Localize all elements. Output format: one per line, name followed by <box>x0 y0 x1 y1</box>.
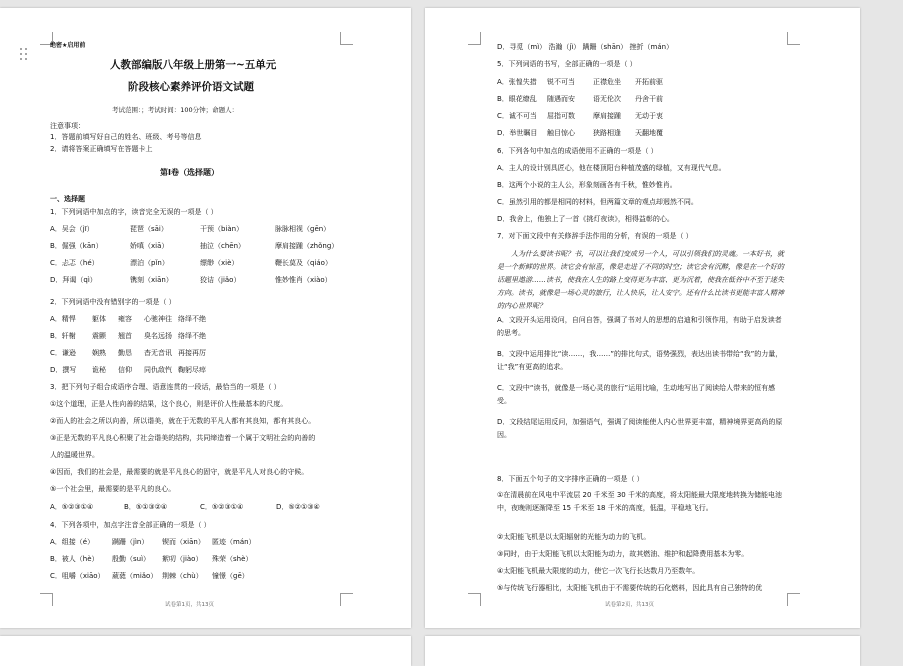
option-text: 诡秘 <box>92 366 106 374</box>
margin-marker-bottom-right <box>787 593 800 606</box>
question-3: 3．把下列句子组合成语序合理、语意连贯的一段话，最恰当的一项是（ ） <box>50 383 281 391</box>
option-text: 信仰 <box>118 366 132 374</box>
option-text: 鞠躬尽瘁 <box>178 366 206 374</box>
part-heading: 第I卷（选择题） <box>160 168 219 177</box>
option-text: 络绎不绝 <box>178 315 206 323</box>
question-4: 4．下列各项中，加点字注音全部正确的一项是（ ） <box>50 521 211 529</box>
q3-sentence-3-cont: 人的温暖世界。 <box>50 451 99 459</box>
option-text: B．眼花缭乱 <box>497 95 537 103</box>
margin-marker-bottom-left <box>468 593 481 606</box>
option-text: 殷勤（suì） <box>112 555 151 563</box>
option-text: 缥缈（xiè） <box>200 259 239 267</box>
option-text: D．⑤②①③④ <box>276 503 320 511</box>
option-text: A．精悍 <box>50 315 76 323</box>
option-text: 惟妙惟肖（xiào） <box>275 276 332 284</box>
option-text: 匿迹（mán） <box>212 538 256 546</box>
option-text: 摩肩接踵（zhǒnɡ） <box>275 242 339 250</box>
option-text: 触目惊心 <box>547 129 575 137</box>
option-text: 憧憬（ɡē） <box>212 572 249 580</box>
question-2: 2．下列词语中没有错别字的一项是（ ） <box>50 298 176 306</box>
option-text: 丹舍干前 <box>635 95 663 103</box>
notice-heading: 注意事项： <box>50 122 85 130</box>
option-text: A．⑤②③①④ <box>50 503 94 511</box>
option-text: 荆棘（chù） <box>162 572 203 580</box>
margin-marker-bottom-right <box>340 593 353 606</box>
option-text: C．忐忑（hé） <box>50 259 99 267</box>
question-6: 6．下列各句中加点的成语使用不正确的一项是（ ） <box>497 147 658 155</box>
option-text: 蹒跚（jìn） <box>112 538 149 546</box>
secret-label: 绝密★启用前 <box>50 42 86 49</box>
document-page-4 <box>425 636 860 666</box>
q7-option-b: B．文段中运用排比“读……，我……”的排比句式，语势强烈，表达出读书带给“我”的力量，让“我”有更高的追求。 <box>497 350 783 371</box>
question-1: 1．下列词语中加点的字，读音完全无误的一项是（ ） <box>50 208 218 216</box>
option-text: C．咀嚼（xiāo） <box>50 572 105 580</box>
question-7: 7．对下面文段中有关修辞手法作用的分析，有误的一项是（ ） <box>497 232 693 240</box>
option-text: D．举世瞩目 <box>497 129 538 137</box>
option-text: A．组接（é） <box>50 538 95 546</box>
q7-option-a: A．文段开头运用设问，自问自答，强调了书对人的思想的启迪和引领作用，有助于启发读者的思考。 <box>497 316 782 337</box>
notice-item-2: 2．请将答案正确填写在答题卡上 <box>50 145 153 153</box>
q8-sentence-4: ④太阳能飞机最大限度的动力，使它一次飞行长达数月乃至数年。 <box>497 567 700 575</box>
notice-item-1: 1．答题前填写好自己的姓名、班级、考号等信息 <box>50 133 202 141</box>
section-heading: 一、选择题 <box>50 195 85 203</box>
option-text: 同仇敌忾 <box>144 366 172 374</box>
option-text: 络绎不绝 <box>178 332 206 340</box>
option-text: 镌刻（xiān） <box>130 276 173 284</box>
option-text: 心驰神往 <box>144 315 172 323</box>
option-text: B．轩榭 <box>50 332 76 340</box>
q3-sentence-2: ②而人的社会之所以向善，所以谐美，就在于无数的平凡人都有其良知，都有其良心。 <box>50 417 316 425</box>
q8-sentence-5: ⑤与传统飞行器相比，太阳能飞机由于不需要传统的石化燃料，因此具有自己独特的优 <box>497 584 763 592</box>
option-text: B．倔强（kān） <box>50 242 103 250</box>
q8-sentence-3: ③同时，由于太阳能飞机以太阳能为动力，故其燃油、维护和起降费用基本为零。 <box>497 550 749 558</box>
q6-option-b: B．这两个小说的主人公，形象刻画各有千秋，惟妙惟肖。 <box>497 181 677 189</box>
q4-option-d: D．寻觅（mì） 浩瀚（jì） 蹒跚（shān） 挫折（mán） <box>497 43 674 51</box>
document-page-1 <box>0 8 411 628</box>
option-text: A．张惶失措 <box>497 78 537 86</box>
option-text: B．被人（hè） <box>50 555 99 563</box>
option-text: 摩肩接踵 <box>593 112 621 120</box>
q7-option-d: D．文段结尾运用反问，加强语气，强调了阅读能使人内心世界更丰富，精神境界更高尚的原因。 <box>497 418 783 439</box>
option-text: C．诚不可当 <box>497 112 537 120</box>
option-text: 锲而（xiān） <box>162 538 205 546</box>
page-footer: 试卷第1页，共13页 <box>165 602 214 608</box>
q8-sentence-1: ①在清晨前在风电中平流层 20 千米至 30 千米的高度，将太阳能最大限度地转换为储能电池中，夜晚则逐渐降至 15 千米至 18 千米的高度，低温，平稳地飞行。 <box>497 491 782 512</box>
question-8: 8．下面五个句子的文字排序正确的一项是（ ） <box>497 475 644 483</box>
option-text: 脉脉相视（ɡēn） <box>275 225 331 233</box>
q6-option-d: D．我舍上，他独上了一首《挑灯夜读》，相得益彰的心。 <box>497 215 674 223</box>
option-text: 干预（biàn） <box>200 225 244 233</box>
option-text: 絮叨（jiào） <box>162 555 203 563</box>
q3-sentence-5: ⑤一个社会里，最需要的是平凡的良心。 <box>50 485 176 493</box>
margin-marker-top-right <box>787 32 800 45</box>
exam-meta: 考试范围：；考试时间：100分钟；命题人： <box>112 106 239 114</box>
option-text: 娴熟 <box>92 349 106 357</box>
option-text: 臭名远扬 <box>144 332 172 340</box>
option-text: 再接再厉 <box>178 349 206 357</box>
option-text: A．吴会（jī） <box>50 225 94 233</box>
option-text: 殊荣（shè） <box>212 555 253 563</box>
option-text: D．拜谒（qì） <box>50 276 97 284</box>
q6-option-c: C．虽然引用的都是相同的材料，但两篇文章的观点却迥然不同。 <box>497 198 698 206</box>
option-text: 震颤 <box>92 332 106 340</box>
option-text: B．⑤①③②④ <box>124 503 168 511</box>
option-text: 锐不可当 <box>547 78 575 86</box>
margin-marker-top-left <box>468 32 481 45</box>
option-text: 开拓前驱 <box>635 78 663 86</box>
option-text: C．谦逊 <box>50 349 76 357</box>
q7-passage: 人为什么要读书呢？书，可以让我们变成另一个人，可以引领我们的灵魂。一本好书，就是一个新鲜的世界。读它会有惊喜，像是走进了不同的时空；读它会有沉醉，像是在一个好的话题里遨游……读书，使我在人生的路上变得更为丰富、更为沉着，使我在低谷中不至于迷失方向。读书，就像是一场心灵的旅行，让人快乐，让人安宁。还有什么比读书更能丰富人精神的内心世界呢？ <box>497 250 784 310</box>
document-page-2 <box>425 8 860 628</box>
option-text: 语无伦次 <box>593 95 621 103</box>
doc-subtitle: 阶段核心素养评价语文试题 <box>128 81 254 93</box>
option-text: 无动于衷 <box>635 112 663 120</box>
page-footer: 试卷第2页，共13页 <box>605 602 654 608</box>
option-text: C．⑤②③①④ <box>200 503 244 511</box>
doc-title: 人教部编版八年级上册第一~五单元 <box>110 59 277 71</box>
margin-marker-top-right <box>340 32 353 45</box>
option-text: 狡诘（jiǎo） <box>200 276 241 284</box>
option-text: 天翻地覆 <box>635 129 663 137</box>
q3-sentence-1: ①这个道理，正是人性向善的结果，这个良心，则是评价人性最基本的尺度。 <box>50 400 288 408</box>
option-text: 雍容 <box>118 315 132 323</box>
question-5: 5．下列词语的书写，全部正确的一项是（ ） <box>497 60 637 68</box>
document-page-3 <box>0 636 411 666</box>
option-text: 随遇而安 <box>547 95 575 103</box>
option-text: 葳蕤（miǎo） <box>112 572 158 580</box>
q3-sentence-3: ③正是无数的平凡良心积聚了社会谐美的结构，共同缔造着一个属于文明社会的向善的 <box>50 434 316 442</box>
option-text: 杳无音讯 <box>144 349 172 357</box>
q7-option-c: C．文段中“读书，就像是一场心灵的旅行”运用比喻，生动地写出了阅读给人带来的恒有感受。 <box>497 384 776 405</box>
option-text: D．撰写 <box>50 366 77 374</box>
q6-option-a: A．主人的设计别具匠心，他在楼顶阳台种植茂盛的绿植，又有现代气息。 <box>497 164 726 172</box>
margin-marker-bottom-left <box>40 593 53 606</box>
q8-sentence-2: ②太阳能飞机是以太阳辐射的光能为动力的飞机。 <box>497 533 651 541</box>
option-text: 抽泣（chēn） <box>200 242 246 250</box>
option-text: 狭路相逢 <box>593 129 621 137</box>
q3-sentence-4: ④因而，我们的社会是，最需要的就是平凡良心的固守，就是平凡人对良心的守候。 <box>50 468 309 476</box>
option-text: 躯体 <box>92 315 106 323</box>
option-text: 勤恳 <box>118 349 132 357</box>
option-text: 屈指可数 <box>547 112 575 120</box>
option-text: 鞭长莫及（qiáo） <box>275 259 332 267</box>
option-text: 琵琶（sāi） <box>130 225 168 233</box>
option-text: 翘首 <box>118 332 132 340</box>
table-move-handle-icon[interactable] <box>20 48 28 60</box>
option-text: 正襟危坐 <box>593 78 621 86</box>
option-text: 娇嗔（xiā） <box>130 242 169 250</box>
option-text: 漂泊（pǐn） <box>130 259 169 267</box>
